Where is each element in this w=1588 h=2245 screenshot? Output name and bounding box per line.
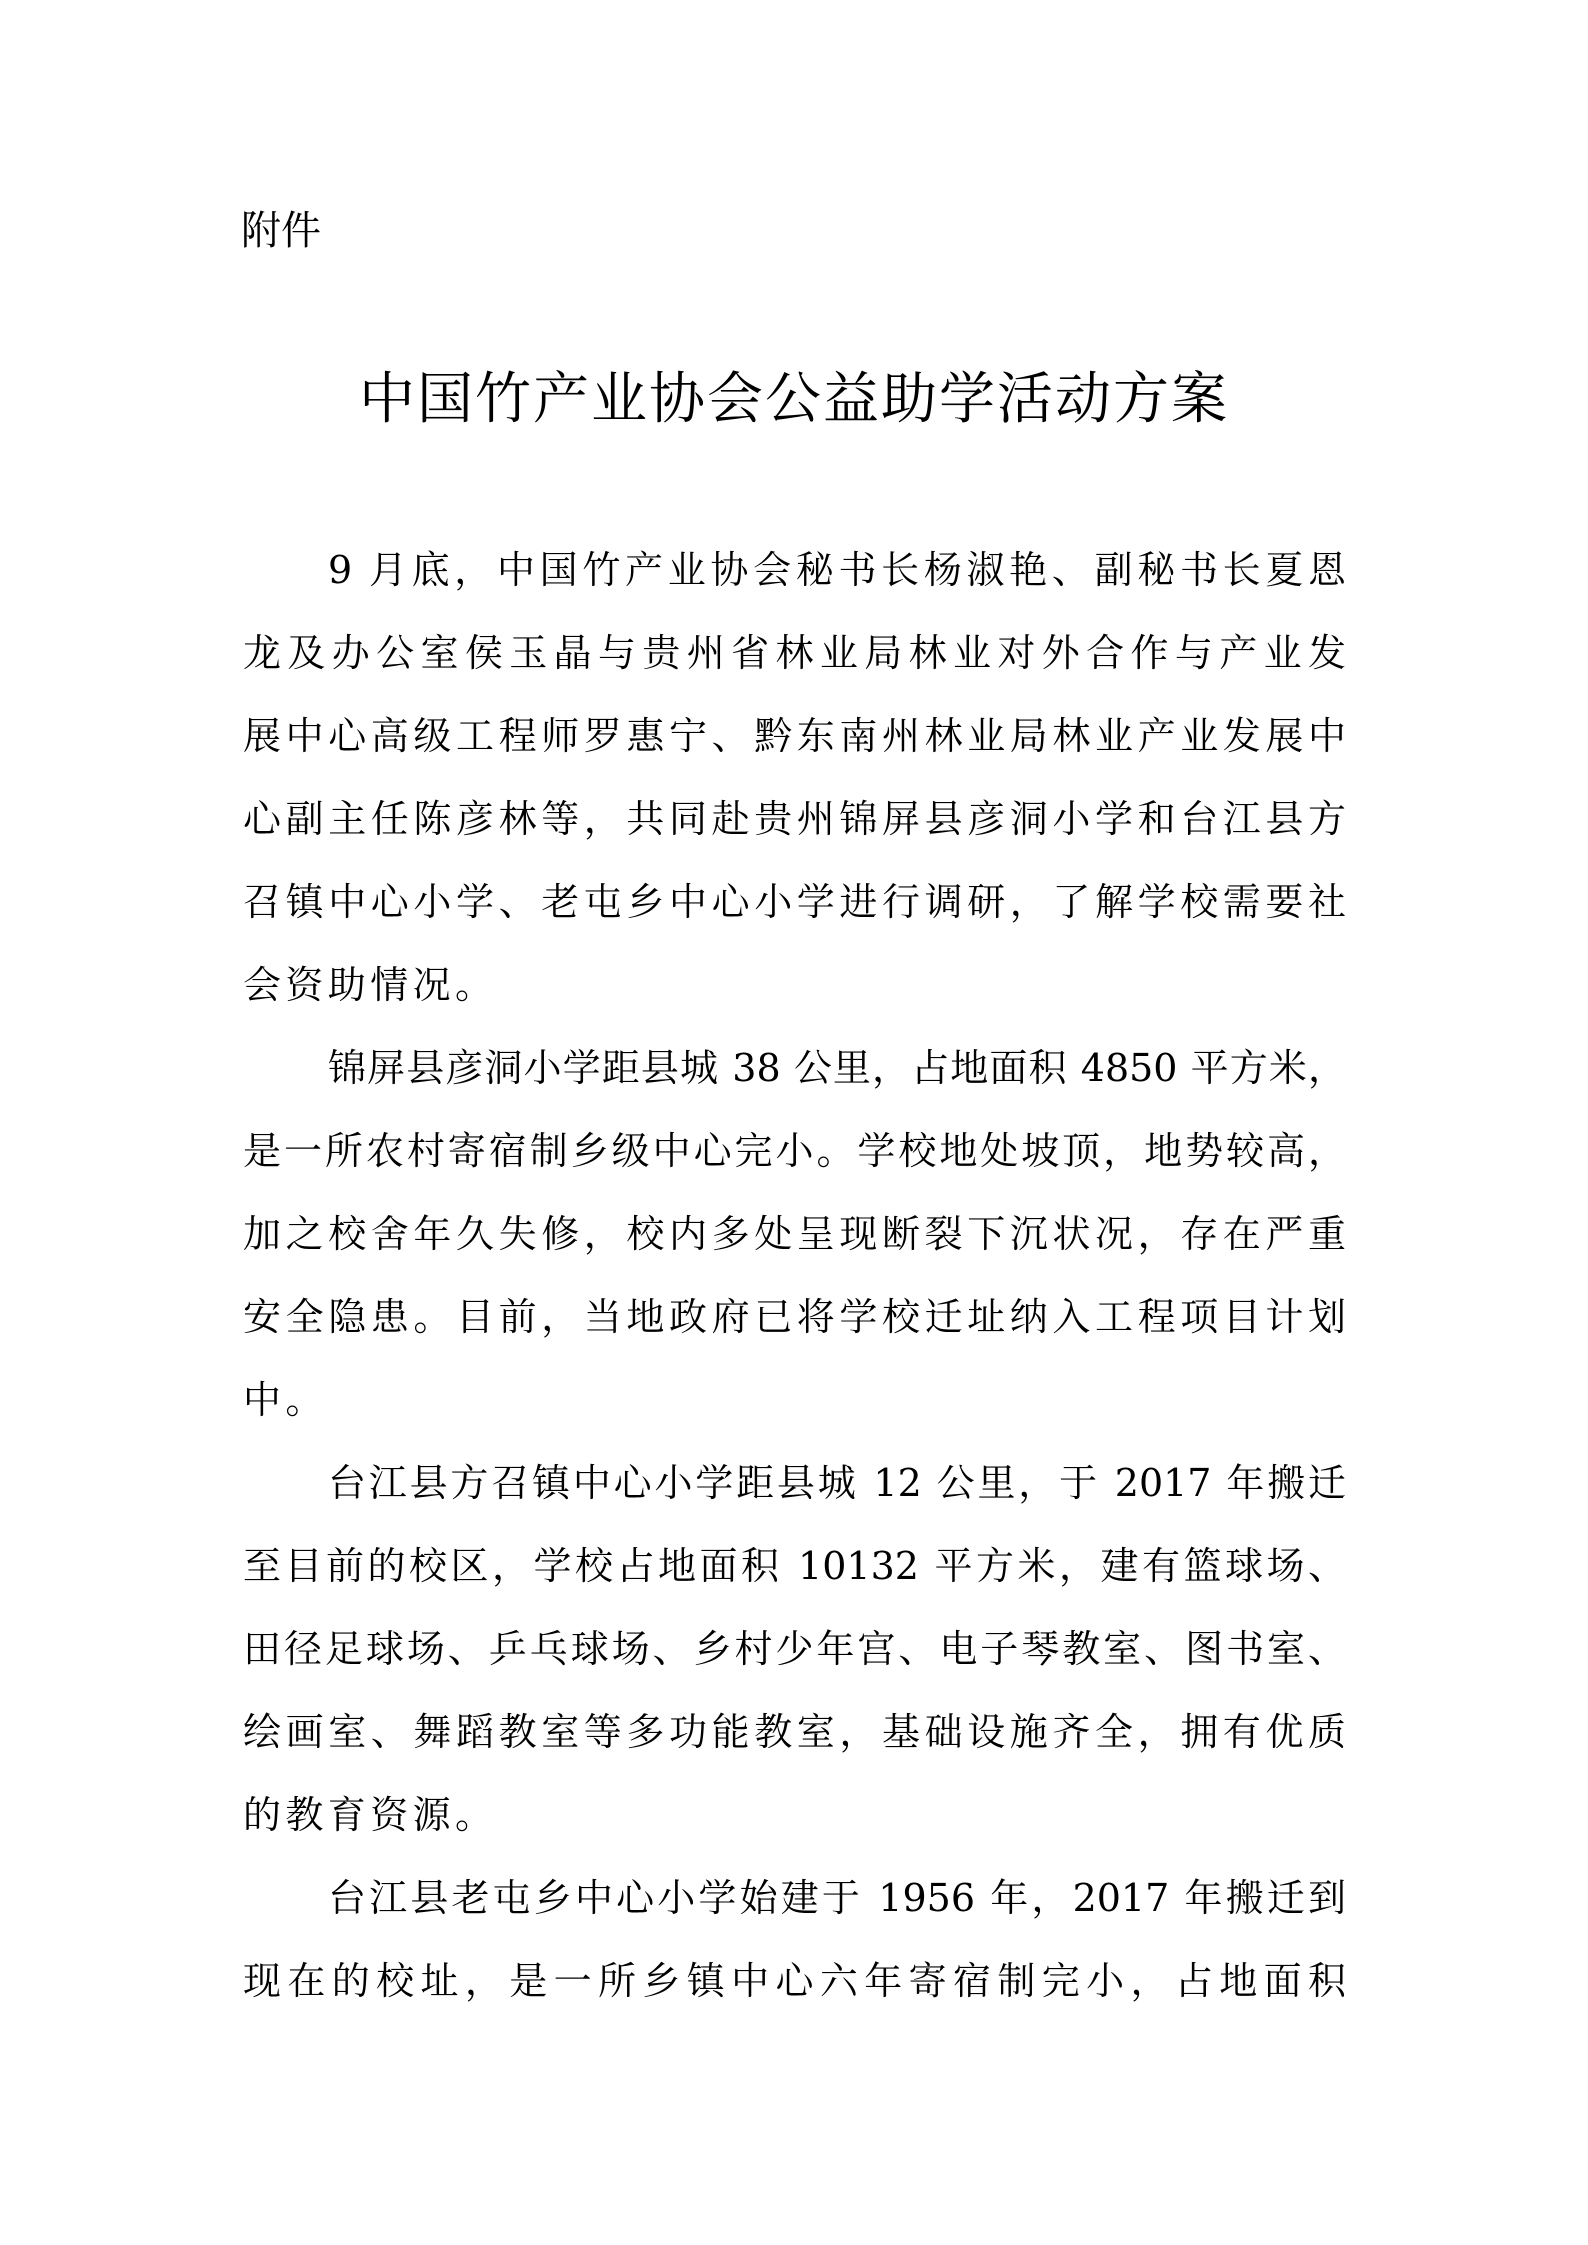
paragraph-3-line-3: 田径足球场、乒乓球场、乡村少年宫、电子琴教室、图书室、 [243, 1627, 1346, 1671]
paragraph-4-line-1: 台江县老屯乡中心小学始建于 1956 年，2017 年搬迁到 [328, 1876, 1346, 1920]
paragraph-2-line-5: 中。 [243, 1378, 328, 1422]
paragraph-3-line-4: 绘画室、舞蹈教室等多功能教室，基础设施齐全，拥有优质 [243, 1710, 1346, 1754]
paragraph-1-line-6: 会资助情况。 [243, 963, 498, 1007]
paragraph-4-line-2: 现在的校址，是一所乡镇中心六年寄宿制完小，占地面积 [243, 1959, 1346, 2003]
paragraph-3-line-5: 的教育资源。 [243, 1793, 498, 1837]
paragraph-1-line-3: 展中心高级工程师罗惠宁、黔东南州林业局林业产业发展中 [243, 714, 1346, 758]
paragraph-1-line-5: 召镇中心小学、老屯乡中心小学进行调研，了解学校需要社 [243, 880, 1346, 924]
paragraph-1-line-2: 龙及办公室侯玉晶与贵州省林业局林业对外合作与产业发 [243, 631, 1346, 675]
document-body [243, 540, 1346, 2034]
paragraph-3-line-2: 至目前的校区，学校占地面积 10132 平方米，建有篮球场、 [243, 1544, 1346, 1588]
paragraph-2-line-2: 是一所农村寄宿制乡级中心完小。学校地处坡顶，地势较高， [243, 1129, 1346, 1173]
paragraph-3-line-1: 台江县方召镇中心小学距县城 12 公里，于 2017 年搬迁 [328, 1461, 1346, 1505]
document-title: 中国竹产业协会公益助学活动方案 [359, 367, 1229, 432]
paragraph-2-line-3: 加之校舍年久失修，校内多处呈现断裂下沉状况，存在严重 [243, 1212, 1346, 1256]
paragraph-1-line-4: 心副主任陈彦林等，共同赴贵州锦屏县彦洞小学和台江县方 [243, 797, 1346, 841]
attachment-label: 附件 [241, 208, 321, 254]
paragraph-1-line-1: 9 月底，中国竹产业协会秘书长杨淑艳、副秘书长夏恩 [328, 548, 1346, 592]
paragraph-2-line-4: 安全隐患。目前，当地政府已将学校迁址纳入工程项目计划 [243, 1295, 1346, 1339]
paragraph-2-line-1: 锦屏县彦洞小学距县城 38 公里，占地面积 4850 平方米， [328, 1046, 1346, 1090]
